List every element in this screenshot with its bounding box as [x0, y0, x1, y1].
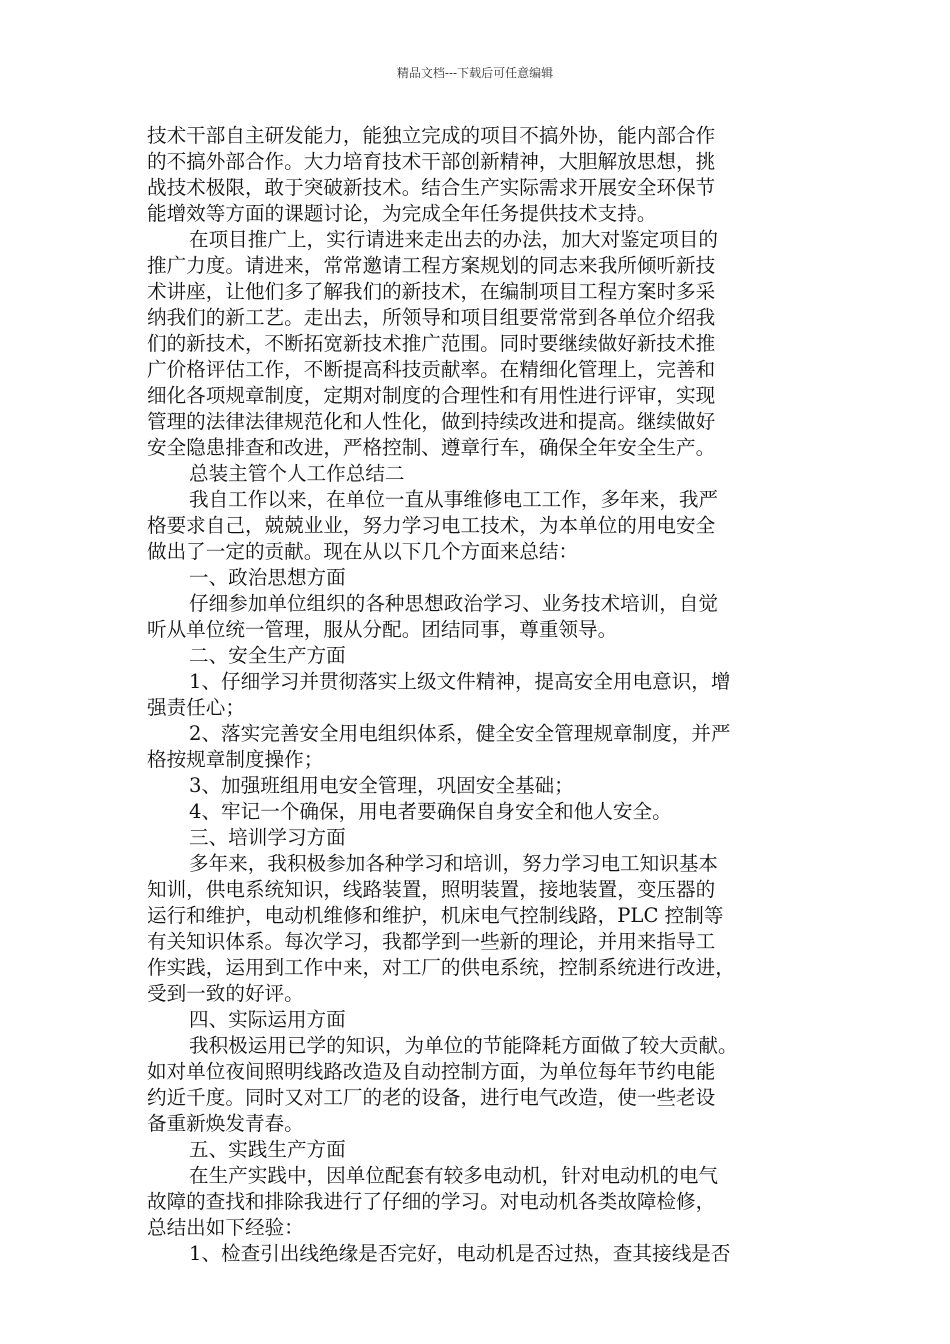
text-line: 术讲座，让他们多了解我们的新技术，在编制项目工程方案时多采: [147, 280, 716, 303]
section-heading: 二、安全生产方面: [189, 644, 346, 667]
text-line: 我积极运用已学的知识，为单位的节能降耗方面做了较大贡献。: [189, 1034, 738, 1057]
section-heading: 总装主管个人工作总结二: [189, 462, 405, 485]
text-line: 强责任心；: [147, 696, 245, 719]
section-heading: 三、培训学习方面: [189, 826, 346, 849]
text-line: 多年来，我积极参加各种学习和培训，努力学习电工知识基本: [189, 852, 719, 875]
text-line: 广价格评估工作，不断提高科技贡献率。在精细化管理上，完善和: [147, 358, 716, 381]
section-heading: 一、政治思想方面: [189, 566, 346, 589]
text-line: 如对单位夜间照明线路改造及自动控制方面，为单位每年节约电能: [147, 1060, 716, 1083]
text-line: 技术干部自主研发能力，能独立完成的项目不搞外协，能内部合作: [147, 124, 716, 147]
text-line: 仔细参加单位组织的各种思想政治学习、业务技术培训，自觉: [189, 592, 719, 615]
text-line: 格要求自己，兢兢业业，努力学习电工技术，为本单位的用电安全: [147, 514, 716, 537]
text-line: 我自工作以来，在单位一直从事维修电工工作，多年来，我严: [189, 488, 719, 511]
text-line: 作实践，运用到工作中来，对工厂的供电系统，控制系统进行改进，: [147, 956, 735, 979]
text-line: 2、落实完善安全用电组织体系，健全安全管理规章制度，并严: [189, 722, 731, 745]
text-line: 知训，供电系统知识，线路装置，照明装置，接地装置，变压器的: [147, 878, 716, 901]
text-line: 听从单位统一管理，服从分配。团结同事，尊重领导。: [147, 618, 618, 641]
text-line: 们的新技术，不断拓宽新技术推广范围。同时要继续做好新技术推: [147, 332, 716, 355]
text-line: 推广力度。请进来，常常邀请工程方案规划的同志来我所倾听新技: [147, 254, 716, 277]
text-line: 管理的法律法律规范化和人性化，做到持续改进和提高。继续做好: [147, 410, 716, 433]
text-line: 能增效等方面的课题讨论，为完成全年任务提供技术支持。: [147, 202, 657, 225]
text-line: 受到一致的好评。: [147, 982, 304, 1005]
text-line: 4、牢记一个确保，用电者要确保自身安全和他人安全。: [189, 800, 672, 823]
text-line: 1、仔细学习并贯彻落实上级文件精神，提高安全用电意识，增: [189, 670, 731, 693]
text-line: 战技术极限，敢于突破新技术。结合生产实际需求开展安全环保节: [147, 176, 716, 199]
text-line: 1、检查引出线绝缘是否完好，电动机是否过热，查其接线是否: [189, 1242, 731, 1265]
text-line: 在项目推广上，实行请进来走出去的办法，加大对鉴定项目的: [189, 228, 719, 251]
text-line: 运行和维护，电动机维修和维护，机床电气控制线路，PLC 控制等: [147, 904, 724, 927]
text-line: 有关知识体系。每次学习，我都学到一些新的理论，并用来指导工: [147, 930, 716, 953]
text-line: 细化各项规章制度，定期对制度的合理性和有用性进行评审，实现: [147, 384, 716, 407]
text-line: 的不搞外部合作。大力培育技术干部创新精神，大胆解放思想，挑: [147, 150, 716, 173]
text-line: 安全隐患排查和改进，严格控制、遵章行车，确保全年安全生产。: [147, 436, 716, 459]
text-line: 做出了一定的贡献。现在从以下几个方面来总结：: [147, 540, 579, 563]
text-line: 备重新焕发青春。: [147, 1112, 304, 1135]
text-line: 纳我们的新工艺。走出去，所领导和项目组要常常到各单位介绍我: [147, 306, 716, 329]
text-line: 总结出如下经验：: [147, 1216, 304, 1239]
section-heading: 四、实际运用方面: [189, 1008, 346, 1031]
page-header: 精品文档---下载后可任意编辑: [396, 66, 554, 80]
text-line: 故障的查找和排除我进行了仔细的学习。对电动机各类故障检修，: [147, 1190, 716, 1213]
text-line: 在生产实践中，因单位配套有较多电动机，针对电动机的电气: [189, 1164, 719, 1187]
text-line: 3、加强班组用电安全管理，巩固安全基础；: [189, 774, 574, 797]
text-line: 格按规章制度操作；: [147, 748, 324, 771]
section-heading: 五、实践生产方面: [189, 1138, 346, 1161]
text-line: 约近千度。同时又对工厂的老的设备，进行电气改造，使一些老设: [147, 1086, 716, 1109]
